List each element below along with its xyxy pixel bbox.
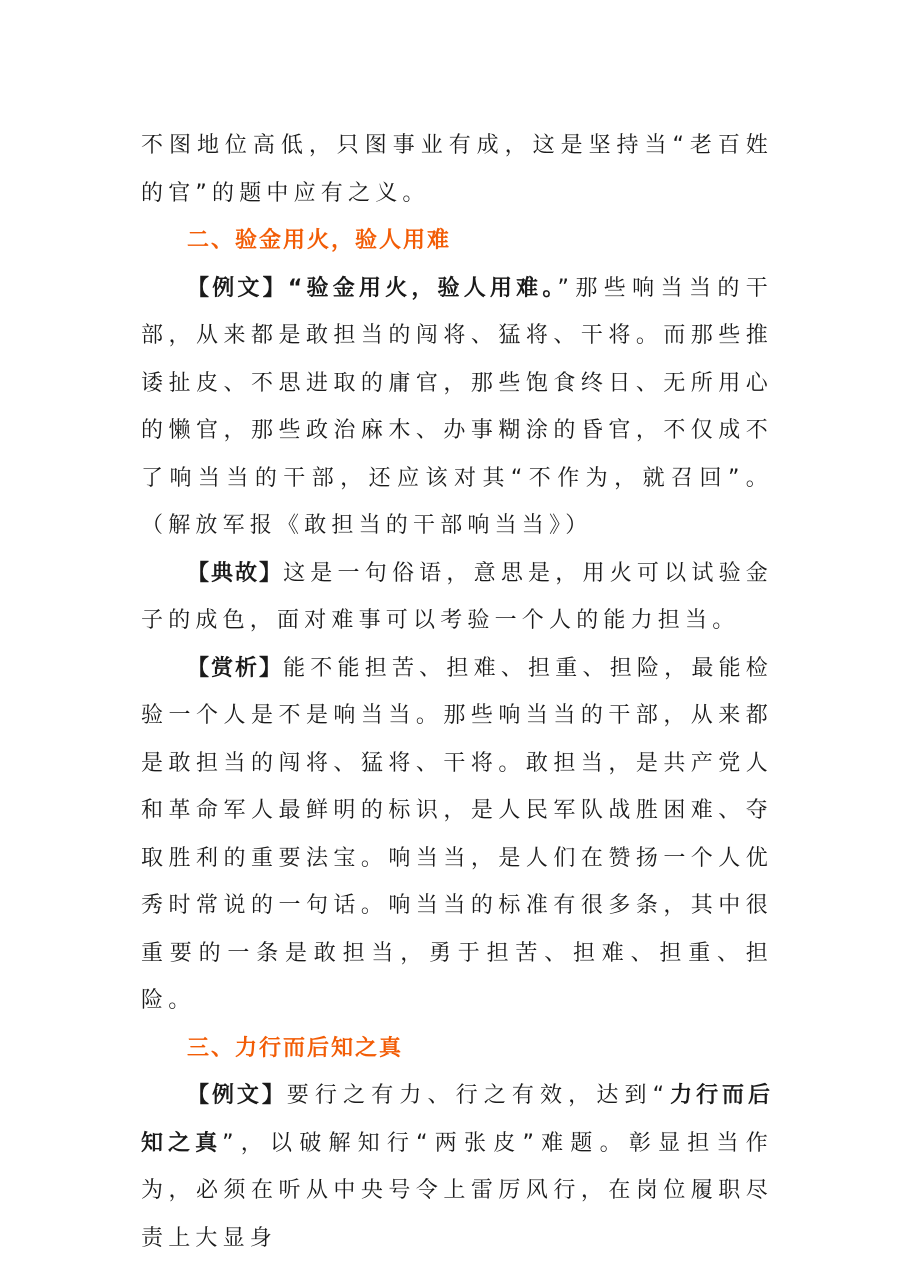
paragraph-example-1 [141,265,773,550]
paragraph-intro [141,122,773,217]
section-heading-2: 二、验金用火，验人用难 [187,228,452,253]
allusion-label: 【典故】 [187,560,284,586]
document-body [141,122,773,1262]
example-label: 【例文】 [187,275,288,301]
example2-strong: 力行而后知之真 [141,1083,773,1156]
paragraph-allusion [141,550,773,645]
example2-text-before: 要行之有力、行之有效，达到“ [286,1083,670,1108]
example-text: ”那些响当当的干部，从来都是敢担当的闯将、猛将、干将。而那些推诿扯皮、不思进取的庸官，那些饱食终日、无所用心的懒官，那些政治麻木、办事糊涂的昏官，不仅成不了响当当的干部，还应该对其“不作为，就召回”。（解放军报《敢担当的干部响当当》） [141,275,773,538]
analysis-label: 【赏析】 [187,655,284,681]
example-quote: “验金用火，验人用难。 [287,275,558,301]
paragraph-example-2 [141,1072,773,1262]
paragraph-analysis [141,645,773,1025]
example2-label: 【例文】 [187,1083,287,1108]
section-heading-3: 三、力行而后知之真 [187,1035,404,1061]
allusion-text: 这是一句俗语，意思是，用火可以试验金子的成色，面对难事可以考验一个人的能力担当。 [141,560,773,633]
paragraph-intro-text: 不图地位高低，只图事业有成，这是坚持当“老百姓的官”的题中应有之义。 [141,133,773,206]
analysis-text: 能不能担苦、担难、担重、担险，最能检验一个人是不是响当当。那些响当当的干部，从来都是敢担当的闯将、猛将、干将。敢担当，是共产党人和革命军人最鲜明的标识，是人民军队战胜困难、夺取胜利的重要法宝。响当当，是人们在赞扬一个人优秀时常说的一句话。响当当的标准有很多条，其中很重要的一条是敢担当，勇于担苦、担难、担重、担险。 [141,655,773,1013]
example2-text-after: ”，以破解知行“两张皮”难题。彰显担当作为，必须在听从中央号令上雷厉风行，在岗位履职尽责上大显身 [141,1130,773,1251]
